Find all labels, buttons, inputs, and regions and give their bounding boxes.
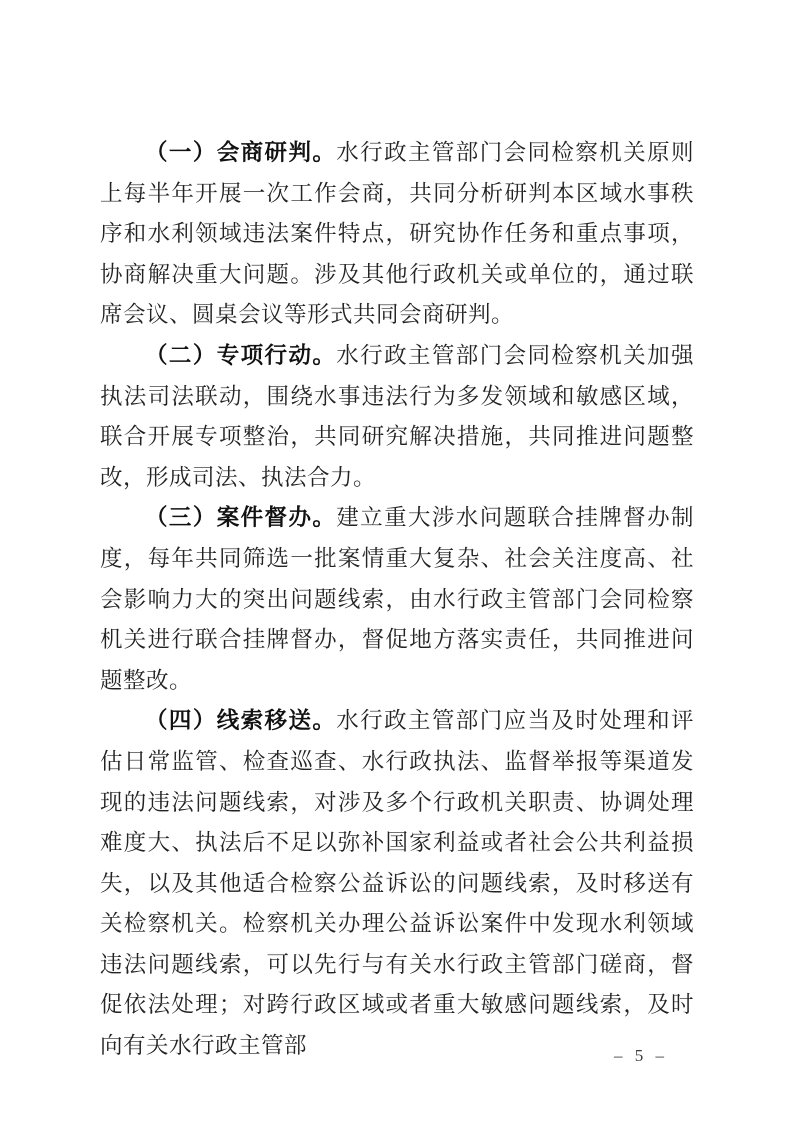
paragraph-4-body: 水行政主管部门应当及时处理和评估日常监管、检查巡查、水行政执法、监督举报等渠道发现的违法问题线索，对涉及多个行政机关职责、协调处理难度大、执法后不足以弥补国家利益或者社会公共利益损失，以及其他适合检察公益诉讼的问题线索，及时移送有关检察机关。检察机关办理公益诉讼案件中发现水利领域违法问题线索，可以先行与有关水行政主管部门磋商，督促依法处理；对跨行政区域或者重大敏感问题线索，及时向有关水行政主管部: [100, 708, 694, 1059]
paragraph-2: [100, 336, 694, 498]
paragraph-1-heading: （一）会商研判。: [145, 140, 337, 165]
paragraph-2-body: 水行政主管部门会同检察机关加强执法司法联动，围绕水事违法行为多发领域和敏感区域，联合开展专项整治，共同研究解决措施，共同推进问题整改，形成司法、执法合力。: [100, 342, 694, 490]
paragraph-1-body: 水行政主管部门会同检察机关原则上每半年开展一次工作会商，共同分析研判本区域水事秩序和水利领域违法案件特点，研究协作任务和重点事项，协商解决重大问题。涉及其他行政机关或单位的，通过联席会议、圆桌会议等形式共同会商研判。: [100, 140, 694, 328]
paragraph-3: [100, 498, 694, 701]
paragraph-2-heading: （二）专项行动。: [145, 342, 337, 368]
paragraph-4-heading: （四）线索移送。: [145, 708, 337, 734]
paragraph-3-heading: （三）案件督办。: [145, 505, 337, 531]
document-body: [100, 133, 694, 1067]
paragraph-4: [100, 701, 694, 1066]
paragraph-3-body: 建立重大涉水问题联合挂牌督办制度，每年共同筛选一批案情重大复杂、社会关注度高、社会影响力大的突出问题线索，由水行政主管部门会同检察机关进行联合挂牌督办，督促地方落实责任，共同推进问题整改。: [100, 505, 694, 693]
paragraph-1: [100, 133, 694, 336]
page-number: – 5 –: [614, 1046, 668, 1065]
